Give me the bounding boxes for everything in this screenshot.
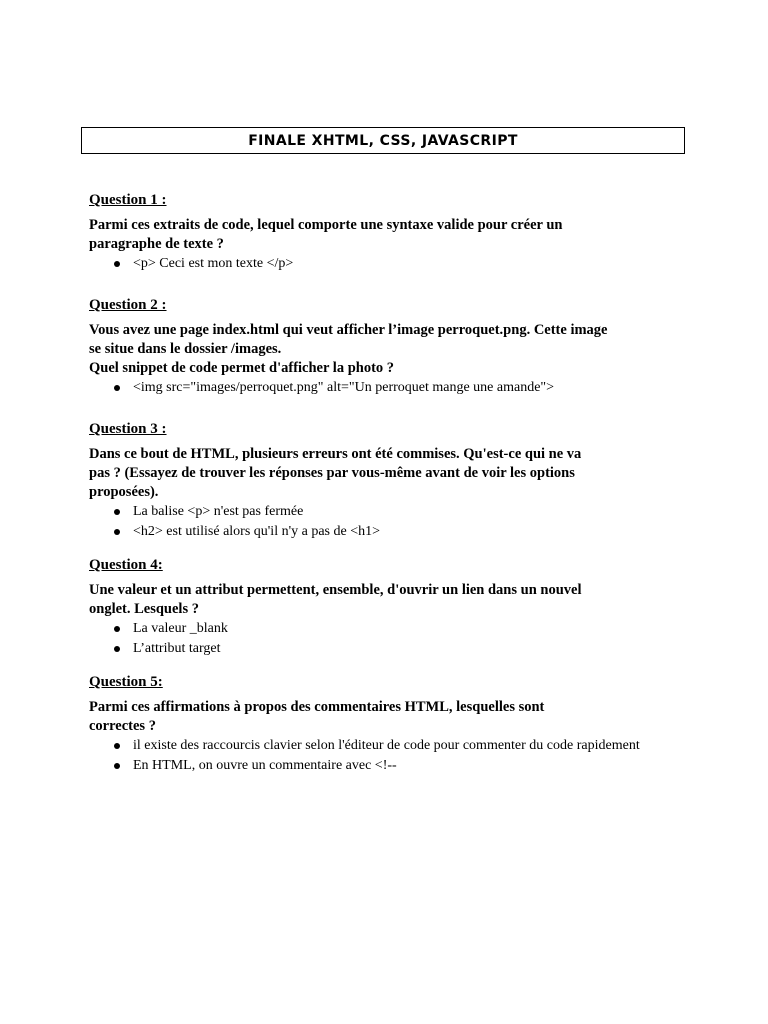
question-1-text-line-1: Parmi ces extraits de code, lequel comporte une syntaxe valide pour créer un <box>89 217 563 233</box>
question-1-text-line-2: paragraphe de texte ? <box>89 236 224 252</box>
question-4-text-line-1: Une valeur et un attribut permettent, ensemble, d'ouvrir un lien dans un nouvel <box>89 582 582 598</box>
question-4 <box>89 555 689 658</box>
question-1-heading: Question 1 : <box>89 192 167 208</box>
answer-item <box>89 757 689 775</box>
question-4-answers <box>89 620 689 658</box>
bullet-icon <box>114 743 120 749</box>
question-3-text-line-1: Dans ce bout de HTML, plusieurs erreurs ont été commises. Qu'est-ce qui ne va <box>89 446 582 462</box>
document-title: FINALE XHTML, CSS, JAVASCRIPT <box>248 132 518 149</box>
question-3-heading: Question 3 : <box>89 421 167 437</box>
question-3 <box>89 419 689 541</box>
bullet-icon <box>114 261 120 267</box>
question-5-heading: Question 5: <box>89 674 163 690</box>
title-box <box>81 127 685 154</box>
answer-text: L’attribut target <box>133 641 221 656</box>
question-2-text-line-3: Quel snippet de code permet d'afficher la photo ? <box>89 360 395 376</box>
answer-item <box>89 503 689 521</box>
answer-text: <img src="images/perroquet.png" alt="Un perroquet mange une amande"> <box>133 380 555 395</box>
answer-text: En HTML, on ouvre un commentaire avec <!-- <box>133 758 397 773</box>
answer-item <box>89 737 653 755</box>
questions-container <box>89 190 689 777</box>
question-2-text-line-1: Vous avez une page index.html qui veut afficher l’image perroquet.png. Cette image <box>89 322 608 338</box>
answer-item <box>89 620 689 638</box>
bullet-icon <box>114 626 120 632</box>
answer-text: La valeur _blank <box>133 621 228 636</box>
question-2-answers <box>89 379 689 397</box>
question-5-answers <box>89 737 689 775</box>
question-5-text-line-1: Parmi ces affirmations à propos des commentaires HTML, lesquelles sont <box>89 699 545 715</box>
question-2 <box>89 295 689 397</box>
answer-item <box>89 255 689 273</box>
question-5-text-line-2: correctes ? <box>89 718 156 734</box>
question-1-answers <box>89 255 689 273</box>
bullet-icon <box>114 529 120 535</box>
answer-item <box>89 379 689 397</box>
question-3-answers <box>89 503 689 541</box>
question-2-heading: Question 2 : <box>89 297 167 313</box>
question-5 <box>89 672 689 775</box>
answer-text: <h2> est utilisé alors qu'il n'y a pas de <h1> <box>133 524 380 539</box>
bullet-icon <box>114 646 120 652</box>
question-2-text-line-2: se situe dans le dossier /images. <box>89 341 282 357</box>
bullet-icon <box>114 509 120 515</box>
answer-item <box>89 640 689 658</box>
answer-text: <p> Ceci est mon texte </p> <box>133 256 294 271</box>
answer-item <box>89 523 689 541</box>
question-4-text-line-2: onglet. Lesquels ? <box>89 601 199 617</box>
question-3-text-line-3: proposées). <box>89 484 159 500</box>
question-4-heading: Question 4: <box>89 557 163 573</box>
question-3-text-line-2: pas ? (Essayez de trouver les réponses par vous-même avant de voir les options <box>89 465 575 481</box>
answer-text: il existe des raccourcis clavier selon l'éditeur de code pour commenter du code rapidement <box>133 738 640 753</box>
answer-text: La balise <p> n'est pas fermée <box>133 504 304 519</box>
question-1 <box>89 190 689 273</box>
bullet-icon <box>114 385 120 391</box>
bullet-icon <box>114 763 120 769</box>
